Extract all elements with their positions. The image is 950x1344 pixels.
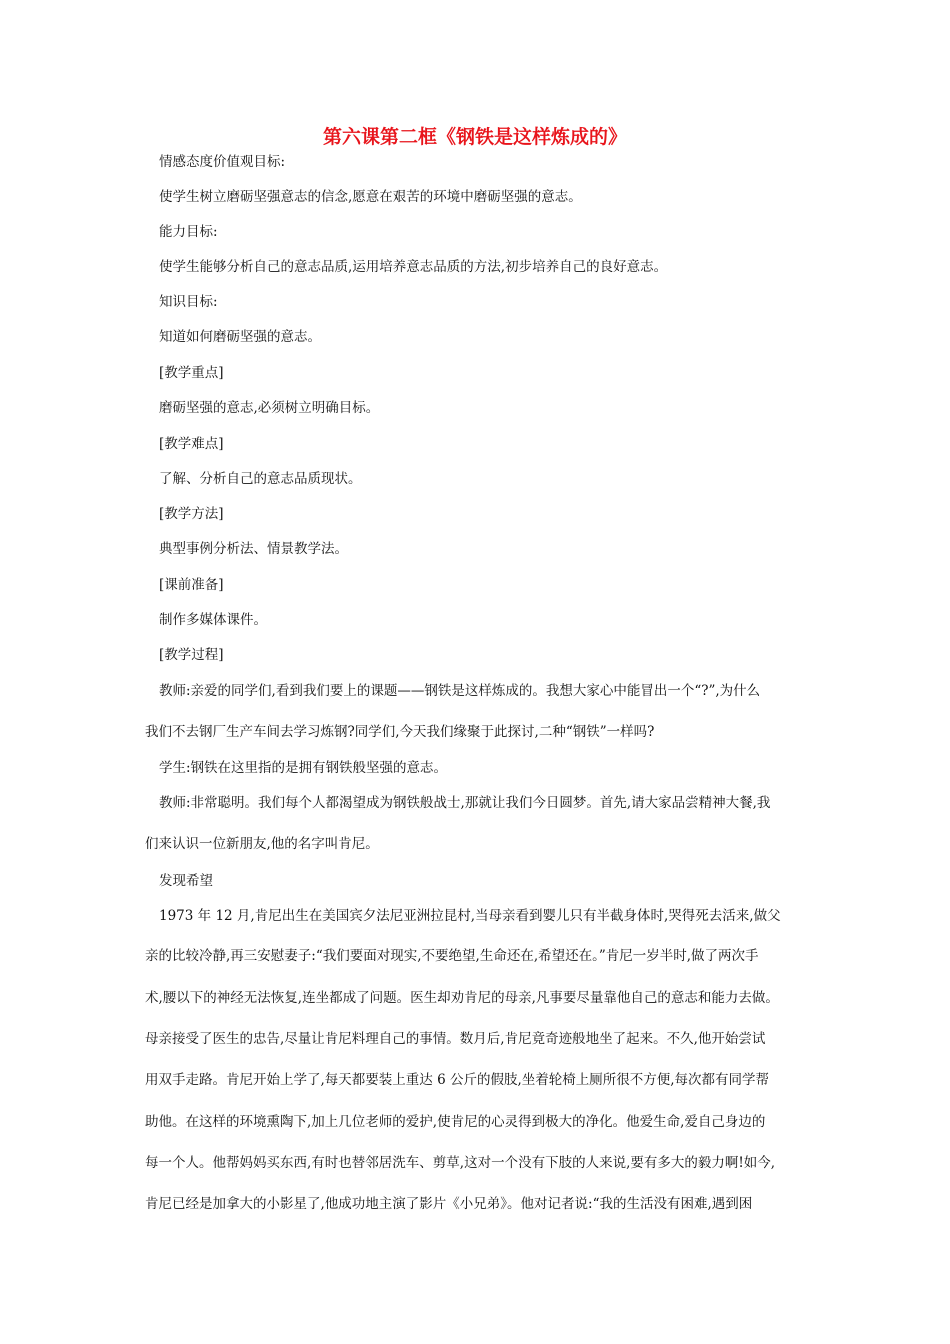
paragraph-line: 磨砺坚强的意志,必须树立明确目标。 xyxy=(159,400,380,416)
paragraph-line: 典型事例分析法、情景教学法。 xyxy=(159,541,348,557)
paragraph-line: 助他。在这样的环境熏陶下,加上几位老师的爱护,使肯尼的心灵得到极大的净化。他爱生命,爱自己身边的 xyxy=(145,1114,766,1130)
paragraph-line: 母亲接受了医生的忠告,尽量让肯尼料理自己的事情。数月后,肯尼竟奇迹般地坐了起来。不久,他开始尝试 xyxy=(145,1031,766,1047)
paragraph-line: 术,腰以下的神经无法恢复,连坐都成了问题。医生却劝肯尼的母亲,凡事要尽量靠他自己的意志和能力去做。 xyxy=(145,990,779,1006)
paragraph-line: 能力目标: xyxy=(159,224,218,240)
section-heading: [课前准备] xyxy=(159,577,224,593)
section-heading: 发现希望 xyxy=(159,873,213,889)
paragraph-line: 我们不去钢厂生产车间去学习炼钢?同学们,今天我们缘聚于此探讨,二种“钢铁”一样吗? xyxy=(145,724,655,740)
section-heading: [教学过程] xyxy=(159,647,224,663)
paragraph-line: 情感态度价值观目标: xyxy=(159,154,286,170)
section-heading: [教学重点] xyxy=(159,365,224,381)
paragraph-line: 知道如何磨砺坚强的意志。 xyxy=(159,329,321,345)
paragraph-line: 使学生树立磨砺坚强意志的信念,愿意在艰苦的环境中磨砺坚强的意志。 xyxy=(159,189,582,205)
paragraph-line: 学生:钢铁在这里指的是拥有钢铁般坚强的意志。 xyxy=(159,760,448,776)
paragraph-line: 制作多媒体课件。 xyxy=(159,612,267,628)
paragraph-line: 肯尼已经是加拿大的小影星了,他成功地主演了影片《小兄弟》。他对记者说:“我的生活没有困难,遇到困 xyxy=(145,1196,753,1212)
section-heading: [教学方法] xyxy=(159,506,224,522)
paragraph-line: 们来认识一位新朋友,他的名字叫肯尼。 xyxy=(145,836,379,852)
paragraph-line: 亲的比较冷静,再三安慰妻子:“我们要面对现实,不要绝望,生命还在,希望还在。”肯尼一岁半时,做了两次手 xyxy=(145,948,759,964)
paragraph-line: 教师:亲爱的同学们,看到我们要上的课题——钢铁是这样炼成的。我想大家心中能冒出一个“?”,为什么 xyxy=(159,683,761,699)
paragraph-line: 1973 年 12 月,肯尼出生在美国宾夕法尼亚洲拉昆村,当母亲看到婴儿只有半截身体时,哭得死去活来,做父 xyxy=(159,908,781,924)
paragraph-line: 用双手走路。肯尼开始上学了,每天都要装上重达 6 公斤的假肢,坐着轮椅上厕所很不方便,每次都有同学帮 xyxy=(145,1072,770,1088)
section-heading: [教学难点] xyxy=(159,436,224,452)
paragraph-line: 知识目标: xyxy=(159,294,218,310)
paragraph-line: 了解、分析自己的意志品质现状。 xyxy=(159,471,362,487)
paragraph-line: 教师:非常聪明。我们每个人都渴望成为钢铁般战士,那就让我们今日圆梦。首先,请大家品尝精神大餐,我 xyxy=(159,795,771,811)
document-title: 第六课第二框《钢铁是这样炼成的》 xyxy=(322,126,627,148)
paragraph-line: 使学生能够分析自己的意志品质,运用培养意志品质的方法,初步培养自己的良好意志。 xyxy=(159,259,668,275)
paragraph-line: 每一个人。他帮妈妈买东西,有时也替邻居洗车、剪草,这对一个没有下肢的人来说,要有多大的毅力啊!如今, xyxy=(145,1155,776,1171)
